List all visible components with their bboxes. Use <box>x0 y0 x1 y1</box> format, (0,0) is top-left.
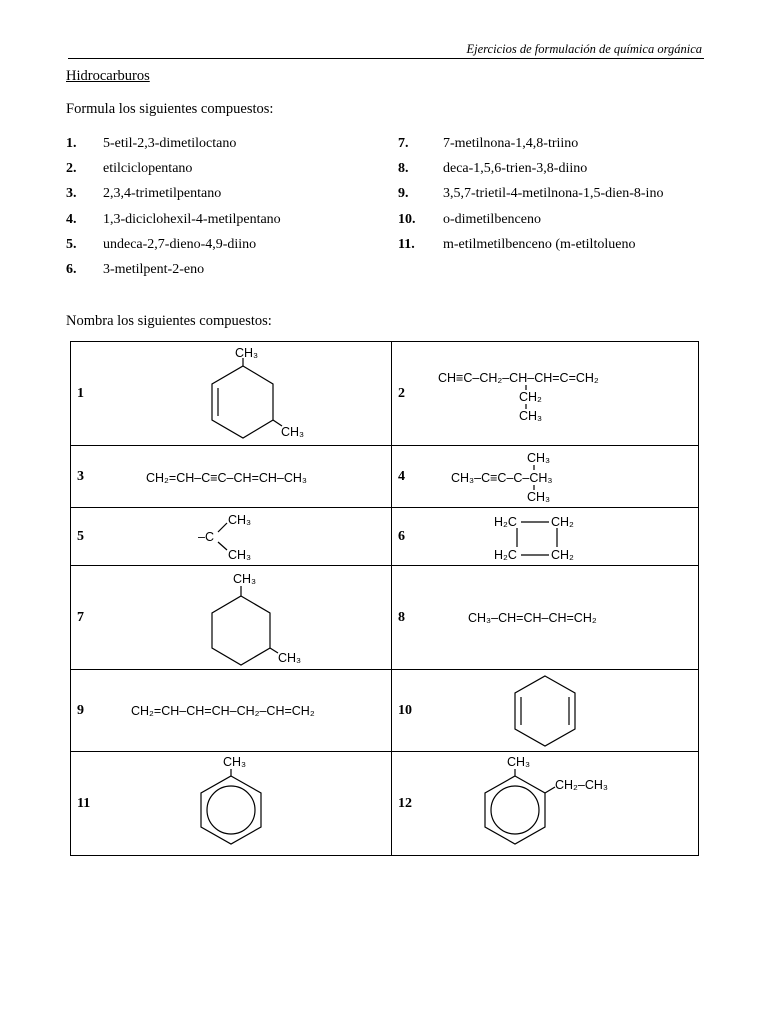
structure-cell <box>71 752 392 856</box>
item-number: 5. <box>66 236 77 252</box>
naming-intro: Nombra los siguientes compuestos: <box>66 313 272 329</box>
structure-cell <box>392 670 699 752</box>
compound-name: deca-1,5,6-trien-3,8-diino <box>443 161 588 177</box>
branch-label: CH₃ <box>519 408 543 423</box>
methyl-label: CH₃ <box>233 571 257 586</box>
header-rule <box>68 58 704 59</box>
item-number: 10. <box>398 211 416 227</box>
structure-4 <box>445 447 645 507</box>
compound-name: 2,3,4-trimetilpentano <box>103 186 222 202</box>
item-number: 9. <box>398 186 409 202</box>
compound-name: 3,5,7-trietil-4-metilnona-1,5-dien-8-ino <box>443 186 664 202</box>
list-item <box>398 159 663 184</box>
list-item <box>398 134 663 159</box>
item-number: 2. <box>66 161 77 177</box>
list-item <box>398 210 663 235</box>
structure-5 <box>181 509 281 565</box>
methyl-label: CH₃ <box>235 345 259 360</box>
list-item <box>398 184 663 209</box>
item-number: 3. <box>66 186 77 202</box>
main-chain: CH≡C–CH₂–CH–CH=C=CH₂ <box>438 370 599 385</box>
structure-cell <box>392 508 699 566</box>
formula-list-right <box>398 134 663 260</box>
main-chain: CH₃–CH=CH–CH=CH₂ <box>468 610 597 625</box>
section-title: Hidrocarburos <box>66 68 150 84</box>
compound-name: 7-metilnona-1,4,8-triino <box>443 136 579 151</box>
compound-name: 3-metilpent-2-eno <box>103 261 205 277</box>
list-item <box>66 134 281 159</box>
page-header: Ejercicios de formulación de química orgánica <box>466 42 702 56</box>
methyl-label: CH₃ <box>278 650 302 665</box>
structure-cell <box>71 508 392 566</box>
compound-name: m-etilmetilbenceno (m-etiltolueno <box>443 236 636 252</box>
cell-number: 5 <box>77 528 84 544</box>
item-number: 1. <box>66 136 77 151</box>
compound-name: 1,3-diciclohexil-4-metilpentano <box>103 211 281 227</box>
ring-atom: H₂C <box>494 514 517 529</box>
structure-8 <box>460 598 630 638</box>
structure-cell <box>71 566 392 670</box>
structure-cell <box>71 670 392 752</box>
methyl-label: CH₃ <box>507 754 531 769</box>
structure-cell <box>392 342 699 446</box>
compound-name: 5-etil-2,3-dimetiloctano <box>103 136 237 151</box>
cell-number: 10 <box>398 702 412 718</box>
compound-name: undeca-2,7-dieno-4,9-diino <box>103 236 257 252</box>
structure-cell <box>392 752 699 856</box>
list-item <box>66 260 281 285</box>
compound-name: etilciclopentano <box>103 161 193 177</box>
list-item <box>66 210 281 235</box>
item-number: 6. <box>66 261 77 277</box>
ring-atom: CH₂ <box>551 514 574 529</box>
ring-atom: CH₂ <box>551 547 574 562</box>
main-chain: CH₃–C≡C–C–CH₃ <box>451 470 553 485</box>
formula-list-left <box>66 134 281 285</box>
methyl-label: CH₃ <box>281 424 305 439</box>
main-chain: CH₂=CH–CH=CH–CH₂–CH=CH₂ <box>131 703 315 718</box>
formula-intro: Formula los siguientes compuestos: <box>66 101 274 117</box>
list-item <box>66 159 281 184</box>
cell-number: 7 <box>77 609 84 625</box>
item-number: 8. <box>398 161 409 177</box>
cell-number: 1 <box>77 385 84 401</box>
ring-atom: H₂C <box>494 547 517 562</box>
branch-label: CH₃ <box>527 489 551 504</box>
structure-11 <box>171 754 291 854</box>
ethyl-label: CH₂–CH₃ <box>555 777 609 792</box>
list-item <box>66 235 281 260</box>
structure-12 <box>460 754 630 854</box>
structure-1 <box>156 344 306 444</box>
item-number: 4. <box>66 211 77 227</box>
branch-label: CH₃ <box>228 547 252 562</box>
compound-name: o-dimetilbenceno <box>443 211 541 227</box>
cell-number: 12 <box>398 795 412 811</box>
item-number: 11. <box>398 236 415 252</box>
cell-number: 3 <box>77 468 84 484</box>
branch-label: CH₃ <box>228 512 252 527</box>
cell-number: 9 <box>77 702 84 718</box>
structure-2 <box>435 344 655 444</box>
structure-9 <box>121 691 341 731</box>
item-number: 7. <box>398 136 409 151</box>
cell-number: 6 <box>398 528 405 544</box>
center-atom: –C <box>198 529 214 544</box>
structure-cell <box>392 446 699 508</box>
list-item <box>66 184 281 209</box>
structure-cell <box>71 342 392 446</box>
methyl-label: CH₃ <box>223 754 247 769</box>
cell-number: 2 <box>398 385 405 401</box>
structures-table <box>70 341 699 856</box>
structure-3 <box>131 457 331 497</box>
branch-label: CH₃ <box>527 450 551 465</box>
main-chain: CH₂=CH–C≡C–CH=CH–CH₃ <box>146 470 308 485</box>
branch-label: CH₂ <box>519 389 542 404</box>
structure-10 <box>485 671 605 751</box>
structure-cell <box>392 566 699 670</box>
list-item <box>398 235 663 260</box>
structure-cell <box>71 446 392 508</box>
cell-number: 8 <box>398 609 405 625</box>
cell-number: 4 <box>398 468 405 484</box>
cell-number: 11 <box>77 795 91 811</box>
structure-7 <box>156 568 306 668</box>
structure-6 <box>485 509 605 565</box>
